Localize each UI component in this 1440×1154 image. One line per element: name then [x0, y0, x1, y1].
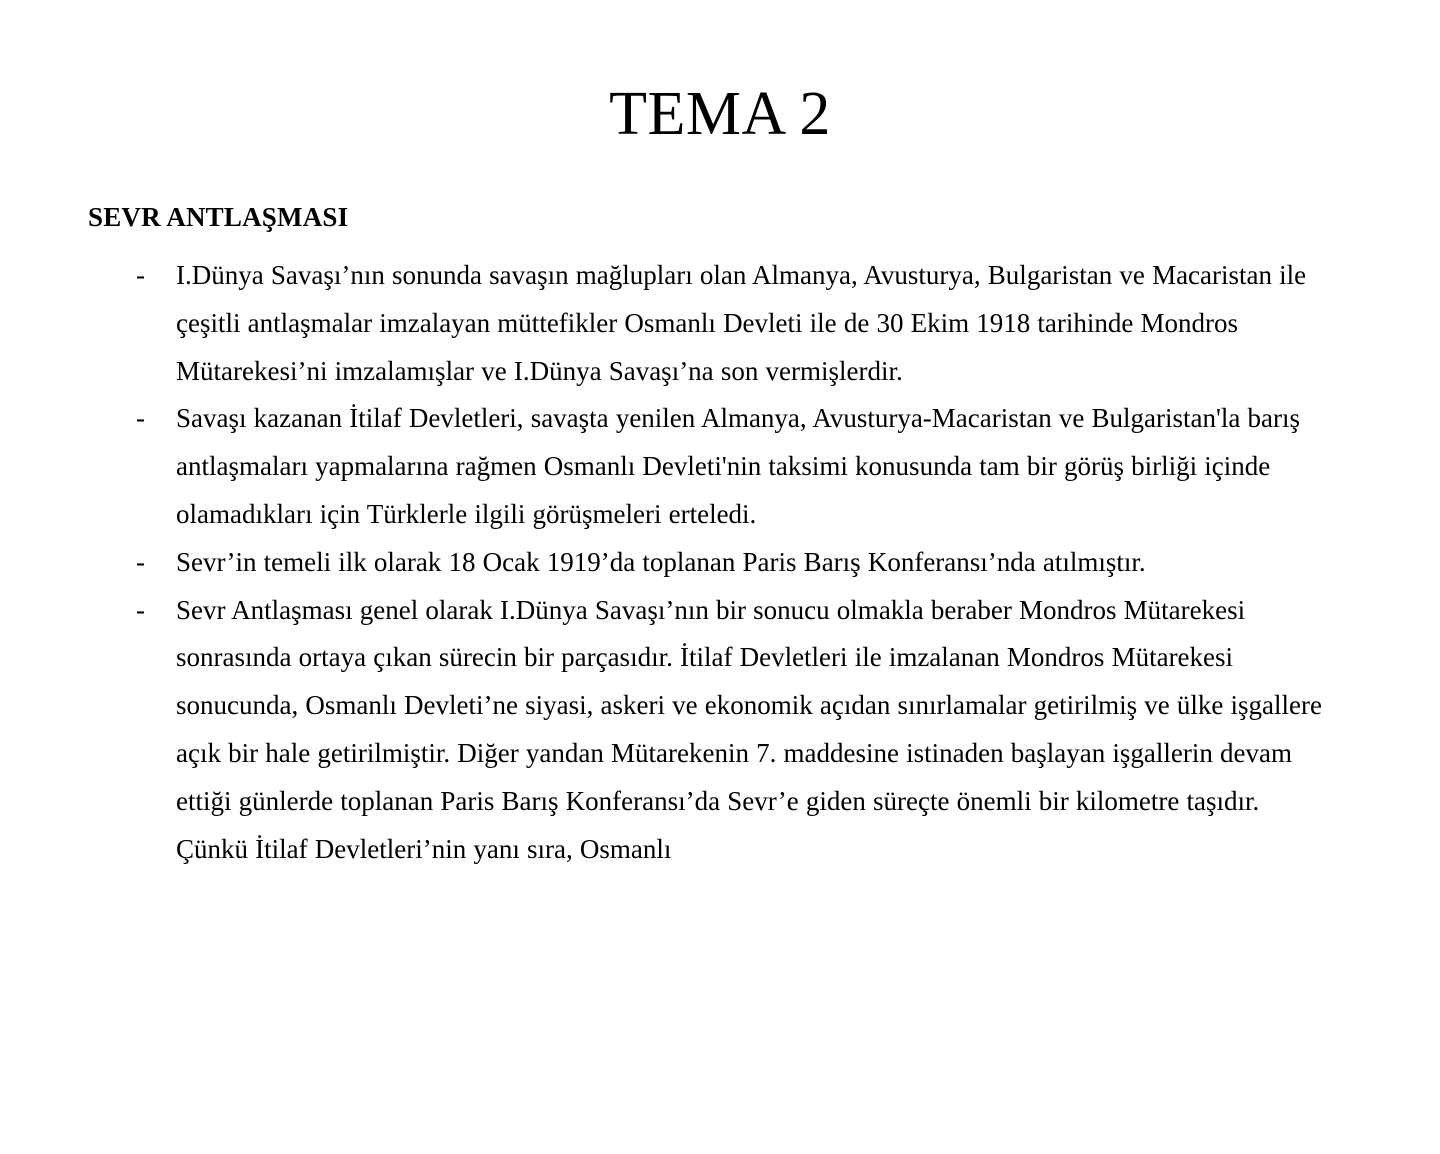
- list-item-text: Sevr’in temeli ilk olarak 18 Ocak 1919’da toplanan Paris Barış Konferansı’nda atılmıştır.: [176, 546, 1146, 577]
- bullet-marker-icon: -: [136, 546, 145, 577]
- list-item-text: I.Dünya Savaşı’nın sonunda savaşın mağlupları olan Almanya, Avusturya, Bulgaristan ve Macaristan ile çeşitli antlaşmalar imzalayan müttefikler Osmanlı Devleti ile de 30 Ekim 1918 tarihinde Mondros Mütarekesi’ni imzalamışlar ve I.Dünya Savaşı’na son vermişlerdir.: [176, 260, 1307, 386]
- bullet-list: [88, 252, 1378, 873]
- list-item: [88, 539, 1338, 587]
- list-item-text: Sevr Antlaşması genel olarak I.Dünya Savaşı’nın bir sonucu olmakla beraber Mondros Mütarekesi sonrasında ortaya çıkan sürecin bir parçasıdır. İtilaf Devletleri ile imzalanan Mondros Mütarekesi sonucunda, Osmanlı Devleti’ne siyasi, askeri ve ekonomik açıdan sınırlamalar getirilmiş ve ülke işgallere açık bir hale getirilmiştir. Diğer yandan Mütarekenin 7. maddesine istinaden başlayan işgallerin devam ettiği günlerde toplanan Paris Barış Konferansı’da Sevr’e giden süreçte önemli bir kilometre taşıdır. Çünkü İtilaf Devletleri’nin yanı sıra, Osmanlı: [176, 594, 1322, 864]
- bullet-marker-icon: -: [136, 260, 145, 290]
- list-item-text: Savaşı kazanan İtilaf Devletleri, savaşta yenilen Almanya, Avusturya-Macaristan ve Bulgaristan'la barış antlaşmaları yapmalarına rağmen Osmanlı Devleti'nin taksimi konusunda tam bir görüş birliği içinde olamadıkları için Türklerle ilgili görüşmeleri erteledi.: [176, 403, 1300, 529]
- list-item: [88, 252, 1338, 395]
- bullet-marker-icon: -: [136, 403, 145, 434]
- list-item: [88, 395, 1338, 538]
- page-title: TEMA 2: [609, 80, 831, 148]
- bullet-marker-icon: -: [136, 594, 145, 625]
- list-item: [88, 587, 1338, 874]
- section-heading: SEVR ANTLAŞMASI: [88, 202, 349, 232]
